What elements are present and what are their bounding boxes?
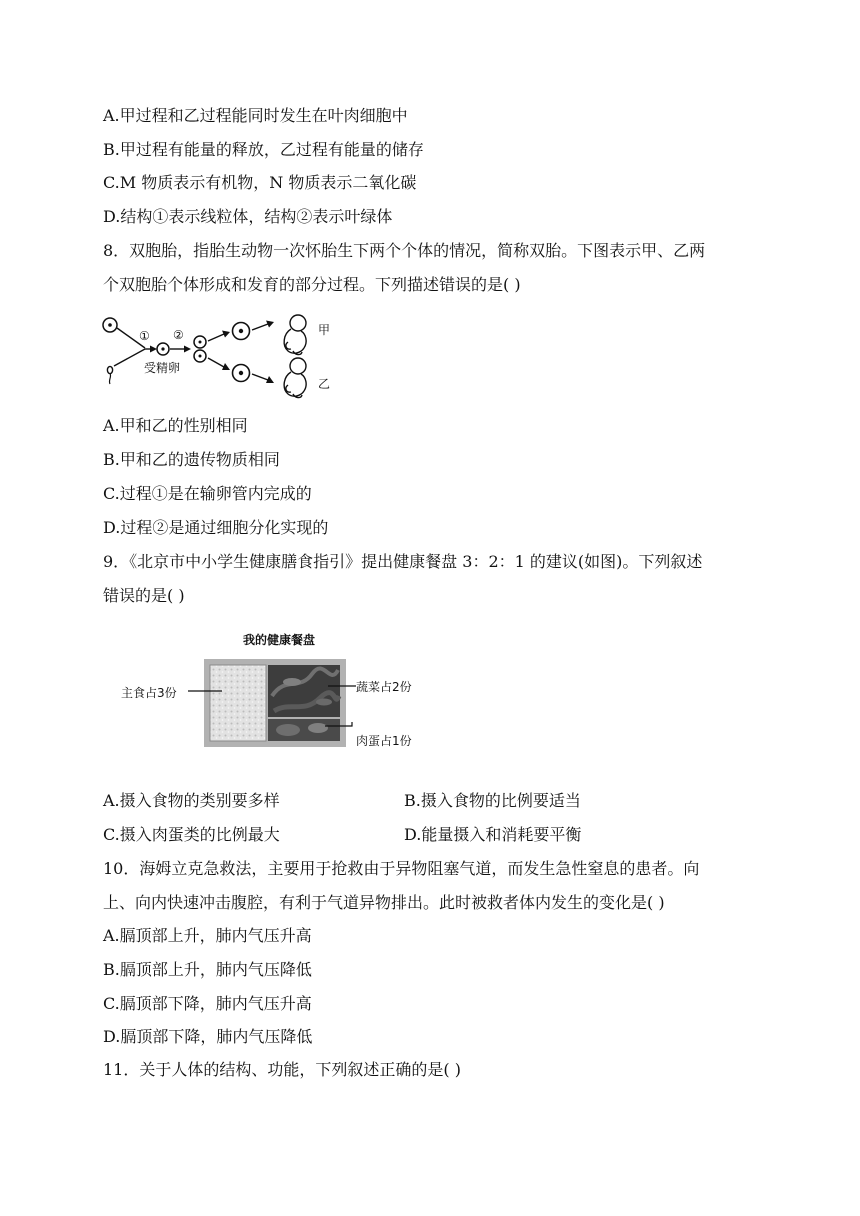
q10-stem-line2: 上、向内快速冲击腹腔，有利于气道异物排出。此时被救者体内发生的变化是( ) bbox=[103, 893, 665, 912]
step-1-label: ① bbox=[139, 329, 150, 343]
cell-a-icon bbox=[233, 323, 250, 340]
q9-stem-line2: 错误的是( ) bbox=[103, 586, 185, 605]
q10-option-c: C.膈顶部下降，肺内气压升高 bbox=[103, 994, 312, 1013]
twin-a-label: 甲 bbox=[318, 323, 331, 337]
egg-cell-icon bbox=[103, 318, 117, 332]
q10-stem-line1: 10．海姆立克急救法，主要用于抢救由于异物阻塞气道，而发生急性窒息的患者。向 bbox=[103, 859, 700, 878]
twin-development-figure bbox=[100, 312, 345, 400]
q10-option-a: A.膈顶部上升，肺内气压升高 bbox=[103, 926, 312, 945]
q8-option-b: B.甲和乙的遗传物质相同 bbox=[103, 450, 280, 469]
two-cell-embryo-icon bbox=[194, 336, 206, 362]
q7-option-a: A.甲过程和乙过程能同时发生在叶肉细胞中 bbox=[103, 106, 408, 125]
cell-b-icon bbox=[233, 365, 250, 382]
embryo-a-icon bbox=[284, 315, 306, 355]
staple-food-label: 主食占3份 bbox=[121, 686, 177, 700]
plate-figure-title: 我的健康餐盘 bbox=[243, 633, 316, 647]
q8-stem-line1: 8．双胞胎，指胎生动物一次怀胎生下两个个体的情况，简称双胎。下图表示甲、乙两 bbox=[103, 241, 706, 260]
q9-stem-line1: 9．《北京市中小学生健康膳食指引》提出健康餐盘 3：2：1 的建议(如图)。下列叙述 bbox=[103, 552, 703, 571]
q9-option-a: A.摄入食物的类别要多样 bbox=[103, 791, 280, 810]
q7-option-c: C.M 物质表示有机物，N 物质表示二氧化碳 bbox=[103, 173, 417, 192]
meat-egg-label: 肉蛋占1份 bbox=[356, 734, 412, 748]
q10-option-b: B.膈顶部上升，肺内气压降低 bbox=[103, 960, 312, 979]
vegetable-label: 蔬菜占2份 bbox=[356, 680, 412, 694]
zygote-icon bbox=[157, 343, 169, 355]
sperm-cell-icon bbox=[107, 366, 112, 384]
zygote-label: 受精卵 bbox=[144, 361, 181, 375]
step-2-label: ② bbox=[173, 328, 184, 342]
q7-option-b: B.甲过程有能量的释放，乙过程有能量的储存 bbox=[103, 140, 424, 159]
q9-option-b: B.摄入食物的比例要适当 bbox=[404, 791, 581, 810]
embryo-b-icon bbox=[284, 358, 306, 398]
q9-option-c: C.摄入肉蛋类的比例最大 bbox=[103, 825, 280, 844]
q7-option-d: D.结构①表示线粒体，结构②表示叶绿体 bbox=[103, 207, 393, 226]
q11-stem: 11．关于人体的结构、功能，下列叙述正确的是( ) bbox=[103, 1060, 461, 1079]
q9-option-d: D.能量摄入和消耗要平衡 bbox=[404, 825, 582, 844]
q8-option-c: C.过程①是在输卵管内完成的 bbox=[103, 484, 312, 503]
plate-leader-lines bbox=[180, 680, 360, 740]
q10-option-d: D.膈顶部下降，肺内气压降低 bbox=[103, 1027, 313, 1046]
q8-option-d: D.过程②是通过细胞分化实现的 bbox=[103, 518, 329, 537]
q8-stem-line2: 个双胞胎个体形成和发育的部分过程。下列描述错误的是( ) bbox=[103, 275, 521, 294]
q8-option-a: A.甲和乙的性别相同 bbox=[103, 416, 248, 435]
twin-b-label: 乙 bbox=[318, 377, 331, 391]
